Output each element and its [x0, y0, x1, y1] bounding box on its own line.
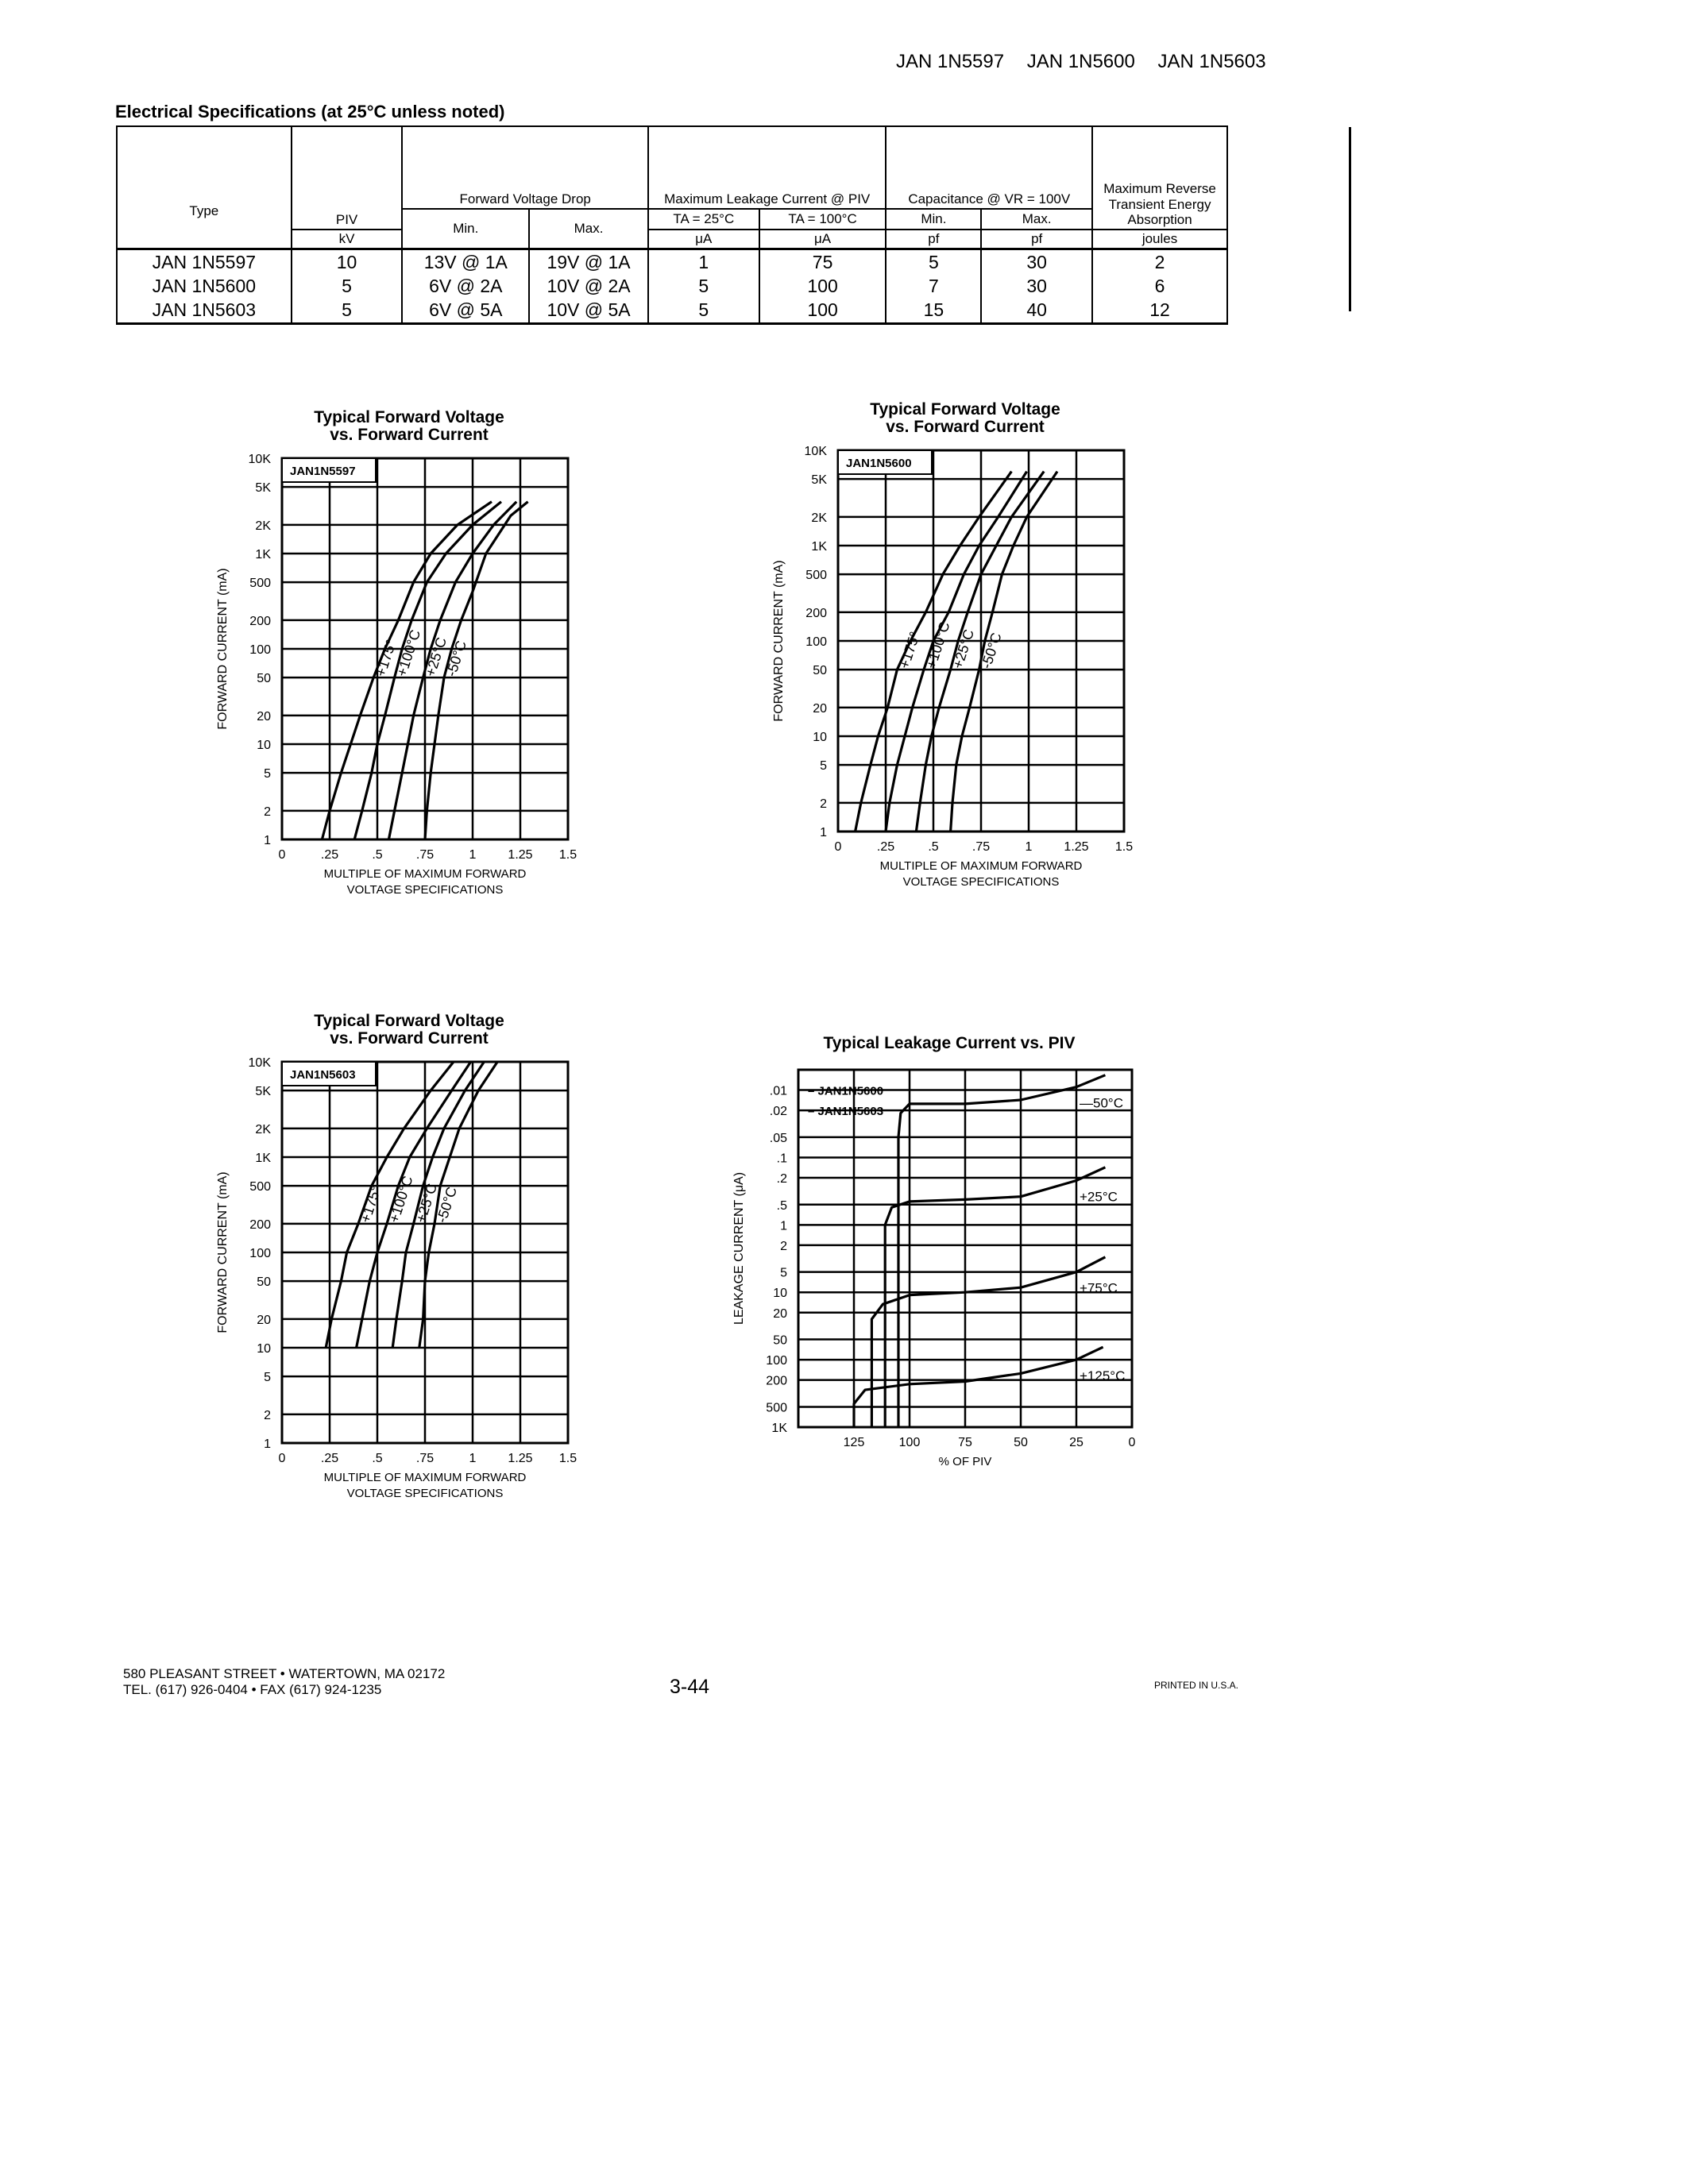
- cell-energy: 12: [1092, 298, 1227, 323]
- svg-text:100: 100: [249, 1247, 271, 1260]
- svg-text:1.25: 1.25: [508, 1452, 533, 1465]
- series-label: +75°C: [1080, 1280, 1118, 1296]
- part-number: JAN 1N5597: [896, 51, 1005, 72]
- series-label: +25°C: [422, 635, 450, 679]
- svg-text:.1: .1: [776, 1152, 787, 1166]
- svg-text:500: 500: [805, 569, 827, 583]
- footer-address: [123, 1666, 445, 1699]
- unit-energy: joules: [1092, 230, 1227, 249]
- svg-text:.5: .5: [928, 840, 939, 854]
- cell-type: JAN 1N5603: [117, 298, 292, 323]
- svg-text:.5: .5: [372, 1452, 383, 1465]
- series-label: —50°C: [1080, 1095, 1123, 1111]
- svg-text:.5: .5: [776, 1198, 787, 1213]
- series-label: +175°: [896, 629, 923, 671]
- cell-piv: 5: [292, 298, 403, 323]
- series-label: +125°C: [1080, 1368, 1126, 1384]
- x-axis-label: MULTIPLE OF MAXIMUM FORWARD: [323, 867, 527, 881]
- cell-cap-max: 40: [981, 298, 1092, 323]
- cell-vf-max: 10V @ 5A: [529, 298, 648, 323]
- svg-text:500: 500: [249, 577, 271, 591]
- chart-plot: [759, 401, 1140, 893]
- svg-text:20: 20: [813, 701, 827, 716]
- svg-text:20: 20: [257, 709, 271, 723]
- svg-text:500: 500: [766, 1401, 787, 1415]
- unit-cap-min: pf: [886, 230, 981, 249]
- svg-text:1: 1: [1025, 840, 1033, 854]
- svg-text:5K: 5K: [811, 473, 827, 488]
- svg-text:50: 50: [1014, 1436, 1028, 1449]
- svg-text:1.25: 1.25: [1064, 840, 1089, 854]
- y-axis-label: FORWARD CURRENT (mA): [216, 1171, 230, 1333]
- svg-text:25: 25: [1069, 1436, 1083, 1449]
- svg-text:10K: 10K: [248, 1056, 271, 1070]
- svg-text:2: 2: [780, 1239, 787, 1253]
- cell-cap-min: 15: [886, 298, 981, 323]
- cell-piv: 10: [292, 249, 403, 274]
- col-cap-max: Max.: [981, 209, 1092, 230]
- chart-forward-1n5597: [203, 409, 584, 901]
- svg-text:.01: .01: [769, 1084, 787, 1098]
- svg-text:100: 100: [805, 635, 827, 649]
- svg-text:1: 1: [469, 848, 477, 862]
- series-label: +25°C: [949, 627, 978, 671]
- svg-text:.75: .75: [971, 840, 991, 854]
- x-axis-label: MULTIPLE OF MAXIMUM FORWARD: [879, 859, 1083, 873]
- chart-title: Typical Forward Voltage vs. Forward Current: [314, 1012, 504, 1048]
- svg-text:10: 10: [773, 1287, 787, 1301]
- table-row: [117, 249, 1227, 274]
- series-curve: [898, 1075, 1105, 1427]
- col-leakage: Maximum Leakage Current @ PIV: [648, 126, 886, 209]
- cell-vf-min: 6V @ 5A: [402, 298, 529, 323]
- printed-in: PRINTED IN U.S.A.: [1154, 1680, 1239, 1691]
- series-curve: [425, 502, 528, 839]
- margin-rule: [1349, 127, 1351, 311]
- svg-text:0: 0: [834, 840, 842, 854]
- chart-title: Typical Leakage Current vs. PIV: [823, 1034, 1076, 1052]
- col-vf-max: Max.: [529, 209, 648, 249]
- svg-text:1K: 1K: [811, 540, 827, 554]
- svg-text:1: 1: [469, 1452, 477, 1465]
- series-label: +25°C: [412, 1181, 441, 1225]
- cell-cap-min: 5: [886, 249, 981, 274]
- cell-leak-25: 1: [648, 249, 759, 274]
- cell-cap-max: 30: [981, 274, 1092, 298]
- series-label: +100°C: [922, 619, 953, 671]
- svg-text:2K: 2K: [255, 1122, 271, 1136]
- cell-type: JAN 1N5597: [117, 249, 292, 274]
- table-row: [117, 274, 1227, 298]
- cell-cap-min: 7: [886, 274, 981, 298]
- svg-text:.25: .25: [876, 840, 895, 854]
- svg-text:0: 0: [278, 1452, 286, 1465]
- svg-text:5K: 5K: [255, 1085, 271, 1099]
- cell-vf-min: 6V @ 2A: [402, 274, 529, 298]
- col-cap-min: Min.: [886, 209, 981, 230]
- col-piv: PIV: [292, 126, 403, 230]
- y-axis-label: FORWARD CURRENT (mA): [772, 560, 786, 722]
- series-curve: [871, 1257, 1105, 1427]
- cell-piv: 5: [292, 274, 403, 298]
- cell-vf-min: 13V @ 1A: [402, 249, 529, 274]
- svg-text:500: 500: [249, 1180, 271, 1194]
- svg-text:1K: 1K: [255, 1152, 271, 1165]
- svg-text:.05: .05: [769, 1131, 787, 1145]
- svg-text:10: 10: [257, 1342, 271, 1356]
- series-curve: [326, 1062, 454, 1348]
- y-axis-label: LEAKAGE CURRENT (μA): [732, 1171, 746, 1325]
- svg-text:.25: .25: [320, 1452, 339, 1465]
- header-part-numbers: [896, 51, 1284, 73]
- table-row: [117, 298, 1227, 323]
- col-type: Type: [117, 126, 292, 249]
- series-label: +25°C: [1080, 1189, 1118, 1205]
- svg-text:200: 200: [249, 1217, 271, 1232]
- series-label: +100°C: [393, 627, 424, 679]
- svg-text:50: 50: [257, 672, 271, 686]
- chart-title: Typical Forward Voltage vs. Forward Current: [870, 400, 1060, 437]
- svg-text:1: 1: [780, 1219, 787, 1233]
- col-leak-25: TA = 25°C: [648, 209, 759, 230]
- unit-leak-100: μA: [759, 230, 886, 249]
- cell-leak-100: 100: [759, 298, 886, 323]
- svg-text:2K: 2K: [811, 511, 827, 525]
- series-label: +100°C: [385, 1174, 416, 1225]
- svg-text:5: 5: [780, 1266, 787, 1280]
- device-label: – JAN1N5600: [808, 1084, 884, 1098]
- col-leak-100: TA = 100°C: [759, 209, 886, 230]
- x-axis-label: VOLTAGE SPECIFICATIONS: [346, 883, 504, 897]
- x-axis-label: VOLTAGE SPECIFICATIONS: [902, 875, 1060, 889]
- svg-text:50: 50: [257, 1275, 271, 1290]
- x-axis-label: % OF PIV: [938, 1455, 992, 1468]
- y-axis-label: FORWARD CURRENT (mA): [216, 568, 230, 730]
- unit-cap-max: pf: [981, 230, 1092, 249]
- cell-type: JAN 1N5600: [117, 274, 292, 298]
- svg-text:1: 1: [264, 1437, 271, 1451]
- svg-text:5K: 5K: [255, 481, 271, 496]
- svg-text:5: 5: [264, 1371, 271, 1385]
- series-curve: [885, 1167, 1105, 1427]
- col-energy: Maximum Reverse Transient Energy Absorption: [1092, 126, 1227, 230]
- x-axis-label: VOLTAGE SPECIFICATIONS: [346, 1487, 504, 1500]
- svg-text:5: 5: [264, 767, 271, 781]
- svg-text:1: 1: [820, 826, 827, 839]
- cell-leak-25: 5: [648, 274, 759, 298]
- svg-text:1.5: 1.5: [558, 848, 577, 862]
- cell-vf-max: 10V @ 2A: [529, 274, 648, 298]
- cell-leak-100: 75: [759, 249, 886, 274]
- svg-text:0: 0: [1128, 1436, 1136, 1449]
- series-label: +175°: [372, 637, 400, 679]
- chart-leakage-vs-piv: [719, 1021, 1148, 1489]
- unit-piv: kV: [292, 230, 403, 249]
- svg-text:1.25: 1.25: [508, 848, 533, 862]
- device-label: – JAN1N5603: [808, 1105, 884, 1119]
- spec-table: [116, 125, 1228, 325]
- svg-text:200: 200: [766, 1374, 787, 1388]
- device-label: JAN1N5603: [290, 1068, 356, 1082]
- svg-text:1K: 1K: [255, 548, 271, 561]
- x-axis-label: MULTIPLE OF MAXIMUM FORWARD: [323, 1471, 527, 1484]
- phone-line: TEL. (617) 926-0404 • FAX (617) 924-1235: [123, 1682, 382, 1698]
- svg-text:10K: 10K: [248, 453, 271, 466]
- device-label: JAN1N5597: [290, 465, 356, 478]
- chart-plot: [203, 1013, 584, 1505]
- svg-text:1: 1: [264, 834, 271, 847]
- svg-text:10: 10: [813, 731, 827, 744]
- svg-text:125: 125: [843, 1436, 865, 1449]
- page-number: 3-44: [670, 1676, 710, 1698]
- chart-plot: [719, 1021, 1148, 1489]
- svg-text:.5: .5: [372, 848, 383, 862]
- series-label: -50°C: [978, 631, 1005, 671]
- part-number: JAN 1N5600: [1026, 51, 1135, 72]
- svg-text:.75: .75: [415, 1452, 435, 1465]
- chart-plot: [203, 409, 584, 901]
- svg-text:1.5: 1.5: [558, 1452, 577, 1465]
- svg-text:.75: .75: [415, 848, 435, 862]
- svg-text:0: 0: [278, 848, 286, 862]
- svg-text:50: 50: [813, 664, 827, 678]
- part-number: JAN 1N5603: [1157, 51, 1266, 72]
- svg-text:5: 5: [820, 759, 827, 774]
- chart-title: Typical Forward Voltage vs. Forward Current: [314, 408, 504, 445]
- svg-text:1.5: 1.5: [1114, 840, 1134, 854]
- svg-text:.25: .25: [320, 848, 339, 862]
- cell-vf-max: 19V @ 1A: [529, 249, 648, 274]
- svg-text:10K: 10K: [804, 445, 827, 458]
- svg-text:.02: .02: [769, 1105, 787, 1119]
- series-label: -50°C: [442, 639, 470, 679]
- svg-text:2: 2: [264, 1408, 271, 1422]
- cell-leak-100: 100: [759, 274, 886, 298]
- series-label: +175°: [357, 1183, 384, 1225]
- col-vf-min: Min.: [402, 209, 529, 249]
- cell-cap-max: 30: [981, 249, 1092, 274]
- svg-text:75: 75: [958, 1436, 972, 1449]
- col-forward-voltage-drop: Forward Voltage Drop: [402, 126, 648, 209]
- specs-title: Electrical Specifications (at 25°C unless noted): [115, 102, 505, 122]
- svg-text:10: 10: [257, 739, 271, 752]
- cell-energy: 2: [1092, 249, 1227, 274]
- series-label: -50°C: [433, 1184, 461, 1225]
- svg-text:100: 100: [249, 643, 271, 657]
- svg-text:2: 2: [820, 797, 827, 811]
- svg-text:20: 20: [257, 1313, 271, 1327]
- svg-text:100: 100: [766, 1354, 787, 1368]
- address-line: 580 PLEASANT STREET • WATERTOWN, MA 02172: [123, 1666, 446, 1681]
- chart-forward-1n5600: [759, 401, 1140, 893]
- svg-text:.2: .2: [776, 1171, 787, 1186]
- svg-text:2: 2: [264, 805, 271, 819]
- svg-text:1K: 1K: [771, 1422, 787, 1435]
- cell-leak-25: 5: [648, 298, 759, 323]
- svg-text:50: 50: [773, 1333, 787, 1348]
- svg-text:20: 20: [773, 1306, 787, 1321]
- svg-text:200: 200: [249, 614, 271, 628]
- svg-text:200: 200: [805, 606, 827, 620]
- chart-forward-1n5603: [203, 1013, 584, 1505]
- svg-text:2K: 2K: [255, 519, 271, 533]
- device-label: JAN1N5600: [846, 457, 912, 470]
- unit-leak-25: μA: [648, 230, 759, 249]
- col-capacitance: Capacitance @ VR = 100V: [886, 126, 1092, 209]
- svg-text:100: 100: [898, 1436, 921, 1449]
- cell-energy: 6: [1092, 274, 1227, 298]
